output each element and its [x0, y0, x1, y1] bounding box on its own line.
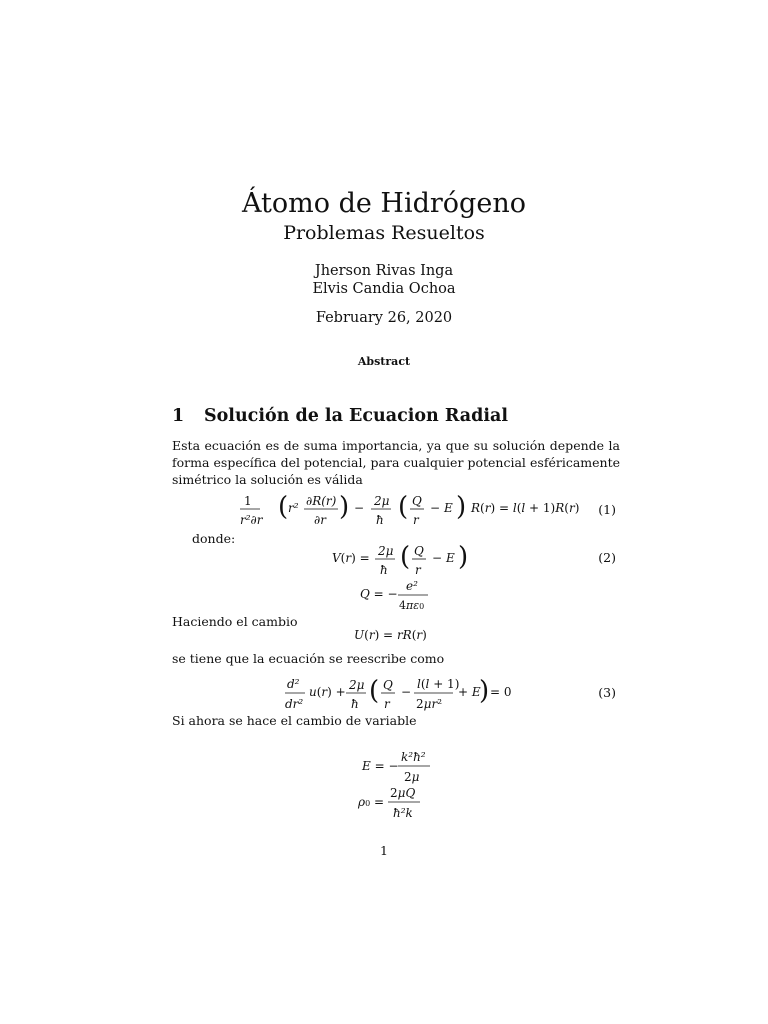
- author-1: Jherson Rivas Inga: [314, 263, 454, 279]
- equation-number-3: (3): [598, 685, 616, 700]
- svg-text:2μr²: 2μr²: [416, 697, 442, 711]
- reescribe-label: se tiene que la ecuación se reescribe como: [172, 651, 445, 666]
- svg-text:∂r: ∂r: [314, 513, 326, 527]
- svg-text:−: −: [401, 685, 412, 699]
- svg-text:1: 1: [244, 494, 252, 508]
- equation-q: [358, 576, 438, 616]
- section-number: 1: [172, 406, 185, 426]
- svg-text:r²: r²: [288, 501, 299, 515]
- svg-text:−: −: [354, 501, 365, 515]
- equation-number-1: (1): [598, 502, 616, 517]
- svg-text:+ E: + E: [458, 685, 481, 699]
- donde-label: donde:: [192, 531, 236, 546]
- equation-u: [352, 624, 442, 646]
- section-title: Solución de la Ecuacion Radial: [204, 406, 509, 426]
- svg-text:ρ0 =: ρ0 =: [358, 795, 385, 809]
- svg-text:l(l + 1): l(l + 1): [417, 677, 460, 691]
- svg-text:(: (: [369, 676, 380, 706]
- svg-text:2μQ: 2μQ: [390, 786, 416, 800]
- svg-text:Q: Q: [414, 544, 424, 558]
- svg-text:2μ: 2μ: [349, 678, 365, 692]
- svg-text:= 0: = 0: [490, 685, 512, 699]
- svg-text:R(r) = l(l + 1)R(r): R(r) = l(l + 1)R(r): [471, 501, 580, 515]
- equation-1: [238, 488, 580, 532]
- svg-text:E: E: [444, 501, 453, 515]
- equation-rho: [356, 782, 446, 822]
- svg-text:k²ħ²: k²ħ²: [401, 750, 426, 764]
- section-heading: [172, 406, 508, 426]
- paper-title: Átomo de Hidrógeno: [242, 188, 526, 219]
- svg-text:4πε0: 4πε0: [399, 599, 425, 612]
- svg-text:): ): [339, 492, 350, 522]
- svg-text:2μ: 2μ: [374, 494, 390, 508]
- svg-text:ħ: ħ: [351, 697, 359, 711]
- svg-text:d²: d²: [287, 677, 300, 691]
- paper-date: February 26, 2020: [315, 310, 453, 326]
- svg-text:(: (: [400, 542, 411, 572]
- svg-text:): ): [458, 542, 469, 572]
- svg-text:r: r: [413, 513, 419, 527]
- svg-text:Q: Q: [412, 494, 422, 508]
- svg-text:): ): [456, 492, 467, 522]
- svg-text:−: −: [432, 551, 443, 565]
- intro-paragraph: Esta ecuación es de suma importancia, ya que su solución depende la forma específica del potencial, para cualquier potencial esféricamente simétrico la solución es válida: [172, 438, 620, 487]
- svg-text:ħ²k: ħ²k: [393, 806, 413, 820]
- svg-text:U(r) = rR(r): U(r) = rR(r): [354, 628, 427, 642]
- svg-text:ħ: ħ: [380, 563, 388, 577]
- svg-text:ħ: ħ: [376, 513, 384, 527]
- svg-text:Q: Q: [383, 678, 393, 692]
- paper-subtitle: Problemas Resueltos: [283, 222, 485, 244]
- svg-text:V(r) =: V(r) =: [332, 551, 370, 565]
- equation-number-2: (2): [598, 550, 616, 565]
- svg-text:): ): [479, 676, 490, 706]
- variable-label: Si ahora se hace el cambio de variable: [172, 713, 417, 728]
- svg-text:−: −: [430, 501, 441, 515]
- svg-text:E = −: E = −: [362, 759, 399, 773]
- svg-text:2μ: 2μ: [378, 544, 394, 558]
- page-number: 1: [380, 843, 388, 858]
- svg-text:(: (: [278, 492, 289, 522]
- svg-text:r: r: [384, 697, 390, 711]
- svg-text:Q = −: Q = −: [360, 587, 398, 601]
- svg-text:(: (: [398, 492, 409, 522]
- svg-text:E: E: [446, 551, 455, 565]
- abstract-heading: Abstract: [357, 355, 411, 368]
- svg-text:2μ: 2μ: [404, 770, 420, 784]
- svg-text:r²∂r: r²∂r: [240, 513, 263, 527]
- svg-text:e²: e²: [406, 579, 418, 593]
- cambio-label: Haciendo el cambio: [172, 614, 298, 629]
- equation-e: [360, 746, 450, 786]
- svg-text:r: r: [415, 563, 421, 577]
- svg-text:∂R(r): ∂R(r): [306, 494, 337, 508]
- equation-3: [283, 672, 513, 716]
- svg-text:dr²: dr²: [285, 697, 304, 711]
- author-2: Elvis Candia Ochoa: [312, 281, 456, 297]
- svg-text:u(r) +: u(r) +: [309, 685, 346, 699]
